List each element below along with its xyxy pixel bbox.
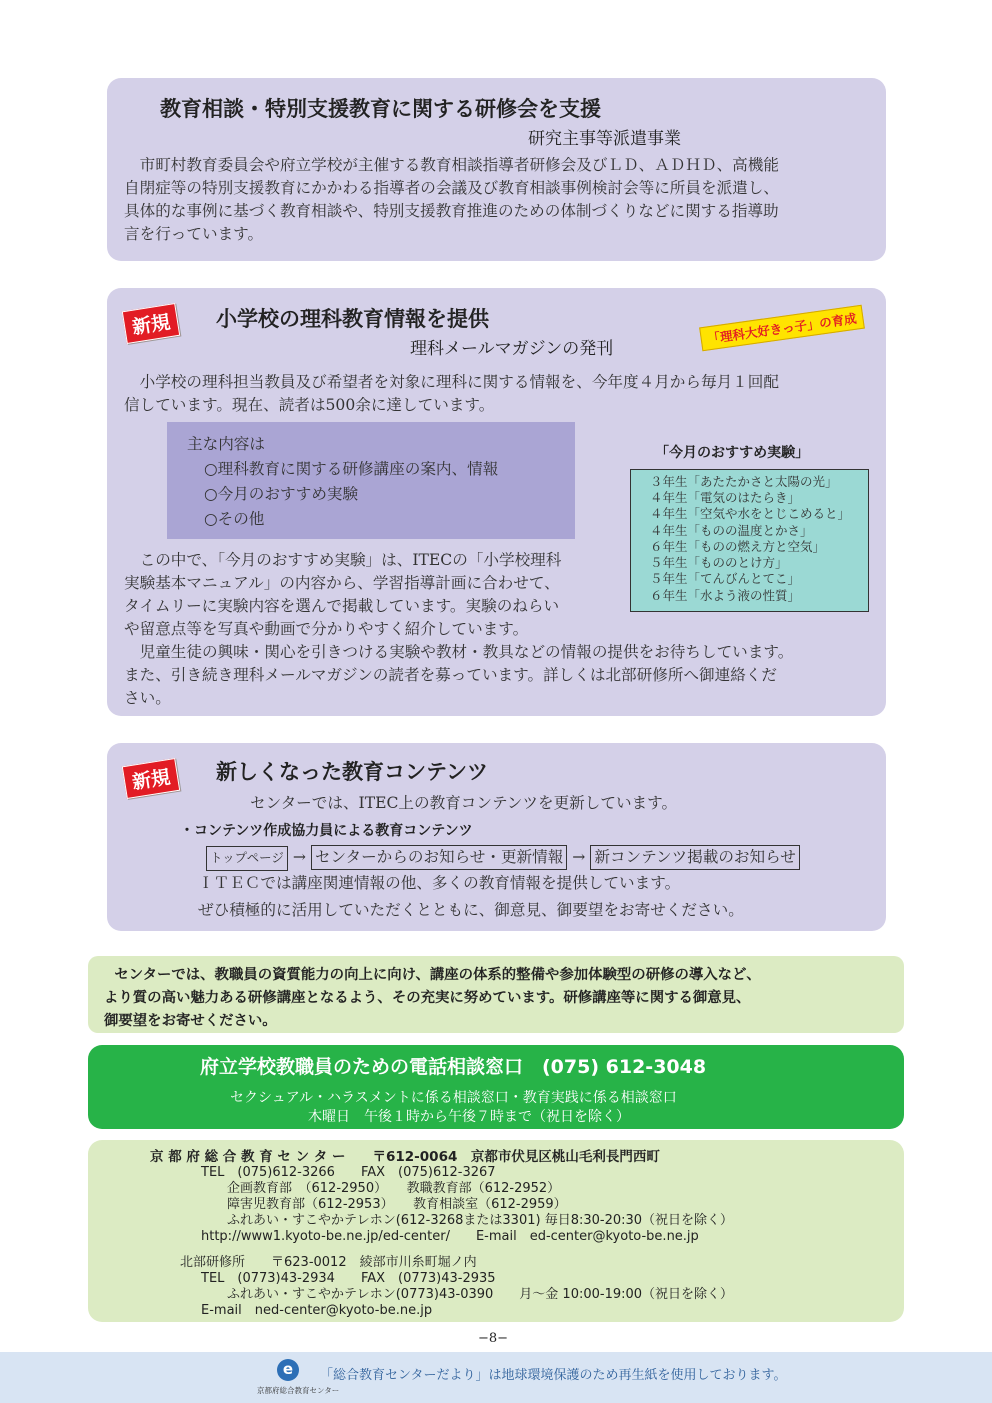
center-logo-icon xyxy=(277,1359,299,1381)
recommend-item: ５年生「もののとけ方」 xyxy=(650,555,788,570)
arrow-icon: → xyxy=(572,848,586,866)
section1-body-line: 市町村教育委員会や府立学校が主催する教育相談指導者研修会及びＬＤ、ＡＤＨＤ、高機能 xyxy=(124,156,779,174)
section2-body-line: 児童生徒の興味・関心を引きつける実験や教材・教具などの情報の提供をお待ちしています。 xyxy=(124,643,794,661)
section3-line: ぜひ積極的に活用していただくとともに、御意見、御要望をお寄せください。 xyxy=(198,901,744,919)
contact-north-line: E-mail ned-center@kyoto-be.ne.jp xyxy=(188,1303,433,1318)
science-lover-tag: 「理科大好きっ子」の育成 xyxy=(699,305,865,352)
recommend-item: ５年生「てんびんとてこ」 xyxy=(650,571,801,586)
notice-line: センターでは、教職員の資質能力の向上に向け、講座の体系的整備や参加体験型の研修の導入など、 xyxy=(100,967,761,983)
contact-north-line: 北部研修所 〒623-0012 綾部市川糸町堀ノ内 xyxy=(180,1255,477,1270)
logo-caption: 京都府総合教育センター xyxy=(257,1386,340,1395)
section1-subtitle: 研究主事等派遣事業 xyxy=(528,129,681,149)
section2-body-line: この中で、「今月のおすすめ実験」は、ITECの「小学校理科 xyxy=(124,551,562,569)
new-badge: 新規 xyxy=(122,758,181,799)
contents-item: ○今月のおすすめ実験 xyxy=(204,485,359,503)
recommend-item: ６年生「水よう液の性質」 xyxy=(650,588,801,603)
section2-subtitle: 理科メールマガジンの発刊 xyxy=(410,339,614,359)
nav-top-page[interactable]: トップページ xyxy=(206,846,288,871)
footer-note: 「総合教育センターだより」は地球環境保護のため再生紙を使用しております。 xyxy=(320,1368,787,1383)
section2-body-line: タイムリーに実験内容を選んで掲載しています。実験のねらい xyxy=(124,597,560,615)
nav-new-contents[interactable]: 新コンテンツ掲載のお知らせ xyxy=(590,845,799,870)
contact-north-line: TEL (0773)43-2934 FAX (0773)43-2935 xyxy=(188,1271,496,1286)
section1-body-line: 具体的な事例に基づく教育相談や、特別支援教育推進のための体制づくりなどに関する指導助 xyxy=(124,202,779,220)
recommend-item: ６年生「ものの燃え方と空気」 xyxy=(650,539,826,554)
section1-body-line: 言を行っています。 xyxy=(124,225,264,243)
recommend-item: ４年生「空気や水をとじこめると」 xyxy=(650,506,851,521)
notice-line: より質の高い魅力ある研修講座となるよう、その充実に努めています。研修講座等に関する御意見、 xyxy=(104,990,751,1006)
contact-line: 京 都 府 総 合 教 育 セ ン タ ー 〒612-0064 京都市伏見区桃山毛利長門西町 xyxy=(150,1149,660,1165)
contact-line: http://www1.kyoto-be.ne.jp/ed-center/ E-mail ed-center@kyoto-be.ne.jp xyxy=(188,1229,699,1244)
section1-title: 教育相談・特別支援教育に関する研修会を支援 xyxy=(160,97,601,121)
page-number: −8− xyxy=(478,1331,509,1346)
section3-bullet: ・コンテンツ作成協力員による教育コンテンツ xyxy=(180,823,473,839)
section2-title: 小学校の理科教育情報を提供 xyxy=(216,307,489,331)
nav-path xyxy=(206,845,800,871)
section2-body-line: 実験基本マニュアル」の内容から、学習指導計画に合わせて、 xyxy=(124,574,560,592)
logo-letter: e xyxy=(282,1360,294,1378)
contact-north-line: ふれあい・すこやかテレホン(0773)43-0390 月～金 10:00-19:00（祝日を除く） xyxy=(188,1287,734,1302)
contact-line: ふれあい・すこやかテレホン(612-3268または3301) 毎日8:30-20:30（祝日を除く） xyxy=(188,1213,734,1228)
section1-body-line: 自閉症等の特別支援教育にかかわる指導者の会議及び教育相談事例検討会等に所員を派遣し、 xyxy=(124,179,779,197)
section3-line: ＩＴＥＣでは講座関連情報の他、多くの教育情報を提供しています。 xyxy=(198,874,681,892)
section3-title: 新しくなった教育コンテンツ xyxy=(216,760,488,784)
arrow-icon: → xyxy=(292,848,306,866)
recommend-item: ３年生「あたたかさと太陽の光」 xyxy=(650,474,838,489)
section2-body-line: また、引き続き理科メールマガジンの読者を募っています。詳しくは北部研修所へ御連絡くだ xyxy=(124,666,777,684)
section2-body-line: さい。 xyxy=(124,689,171,707)
contact-line: 障害児教育部（612-2953） 教育相談室（612-2959） xyxy=(188,1197,567,1212)
hotline-line: 木曜日 午後１時から午後７時まで（祝日を除く） xyxy=(308,1109,630,1125)
section2-intro-line: 小学校の理科担当教員及び希望者を対象に理科に関する情報を、今年度４月から毎月１回配 xyxy=(124,373,779,391)
contents-item: ○理科教育に関する研修講座の案内、情報 xyxy=(204,460,499,478)
section3-line: センターでは、ITEC上の教育コンテンツを更新しています。 xyxy=(250,794,678,812)
recommend-item: ４年生「ものの温度とかさ」 xyxy=(650,523,813,538)
section2-intro-line: 信しています。現在、読者は500余に達しています。 xyxy=(124,396,495,414)
nav-center-news[interactable]: センターからのお知らせ・更新情報 xyxy=(311,845,567,870)
recommend-title: 「今月のおすすめ実験」 xyxy=(655,445,810,461)
contact-line: TEL (075)612-3266 FAX (075)612-3267 xyxy=(188,1165,496,1180)
contact-line: 企画教育部 （612-2950） 教職教育部（612-2952） xyxy=(188,1181,561,1196)
hotline-title: 府立学校教職員のための電話相談窓口 (075) 612-3048 xyxy=(200,1056,707,1078)
contents-heading: 主な内容は xyxy=(187,435,265,453)
hotline-line: セクシュアル・ハラスメントに係る相談窓口・教育実践に係る相談窓口 xyxy=(230,1090,677,1106)
contents-item: ○その他 xyxy=(204,510,265,528)
notice-line: 御要望をお寄せください。 xyxy=(104,1013,277,1029)
section2-body-line: や留意点等を写真や動画で分かりやすく紹介しています。 xyxy=(124,620,529,638)
recommend-item: ４年生「電気のはたらき」 xyxy=(650,490,801,505)
new-badge: 新規 xyxy=(122,303,181,344)
